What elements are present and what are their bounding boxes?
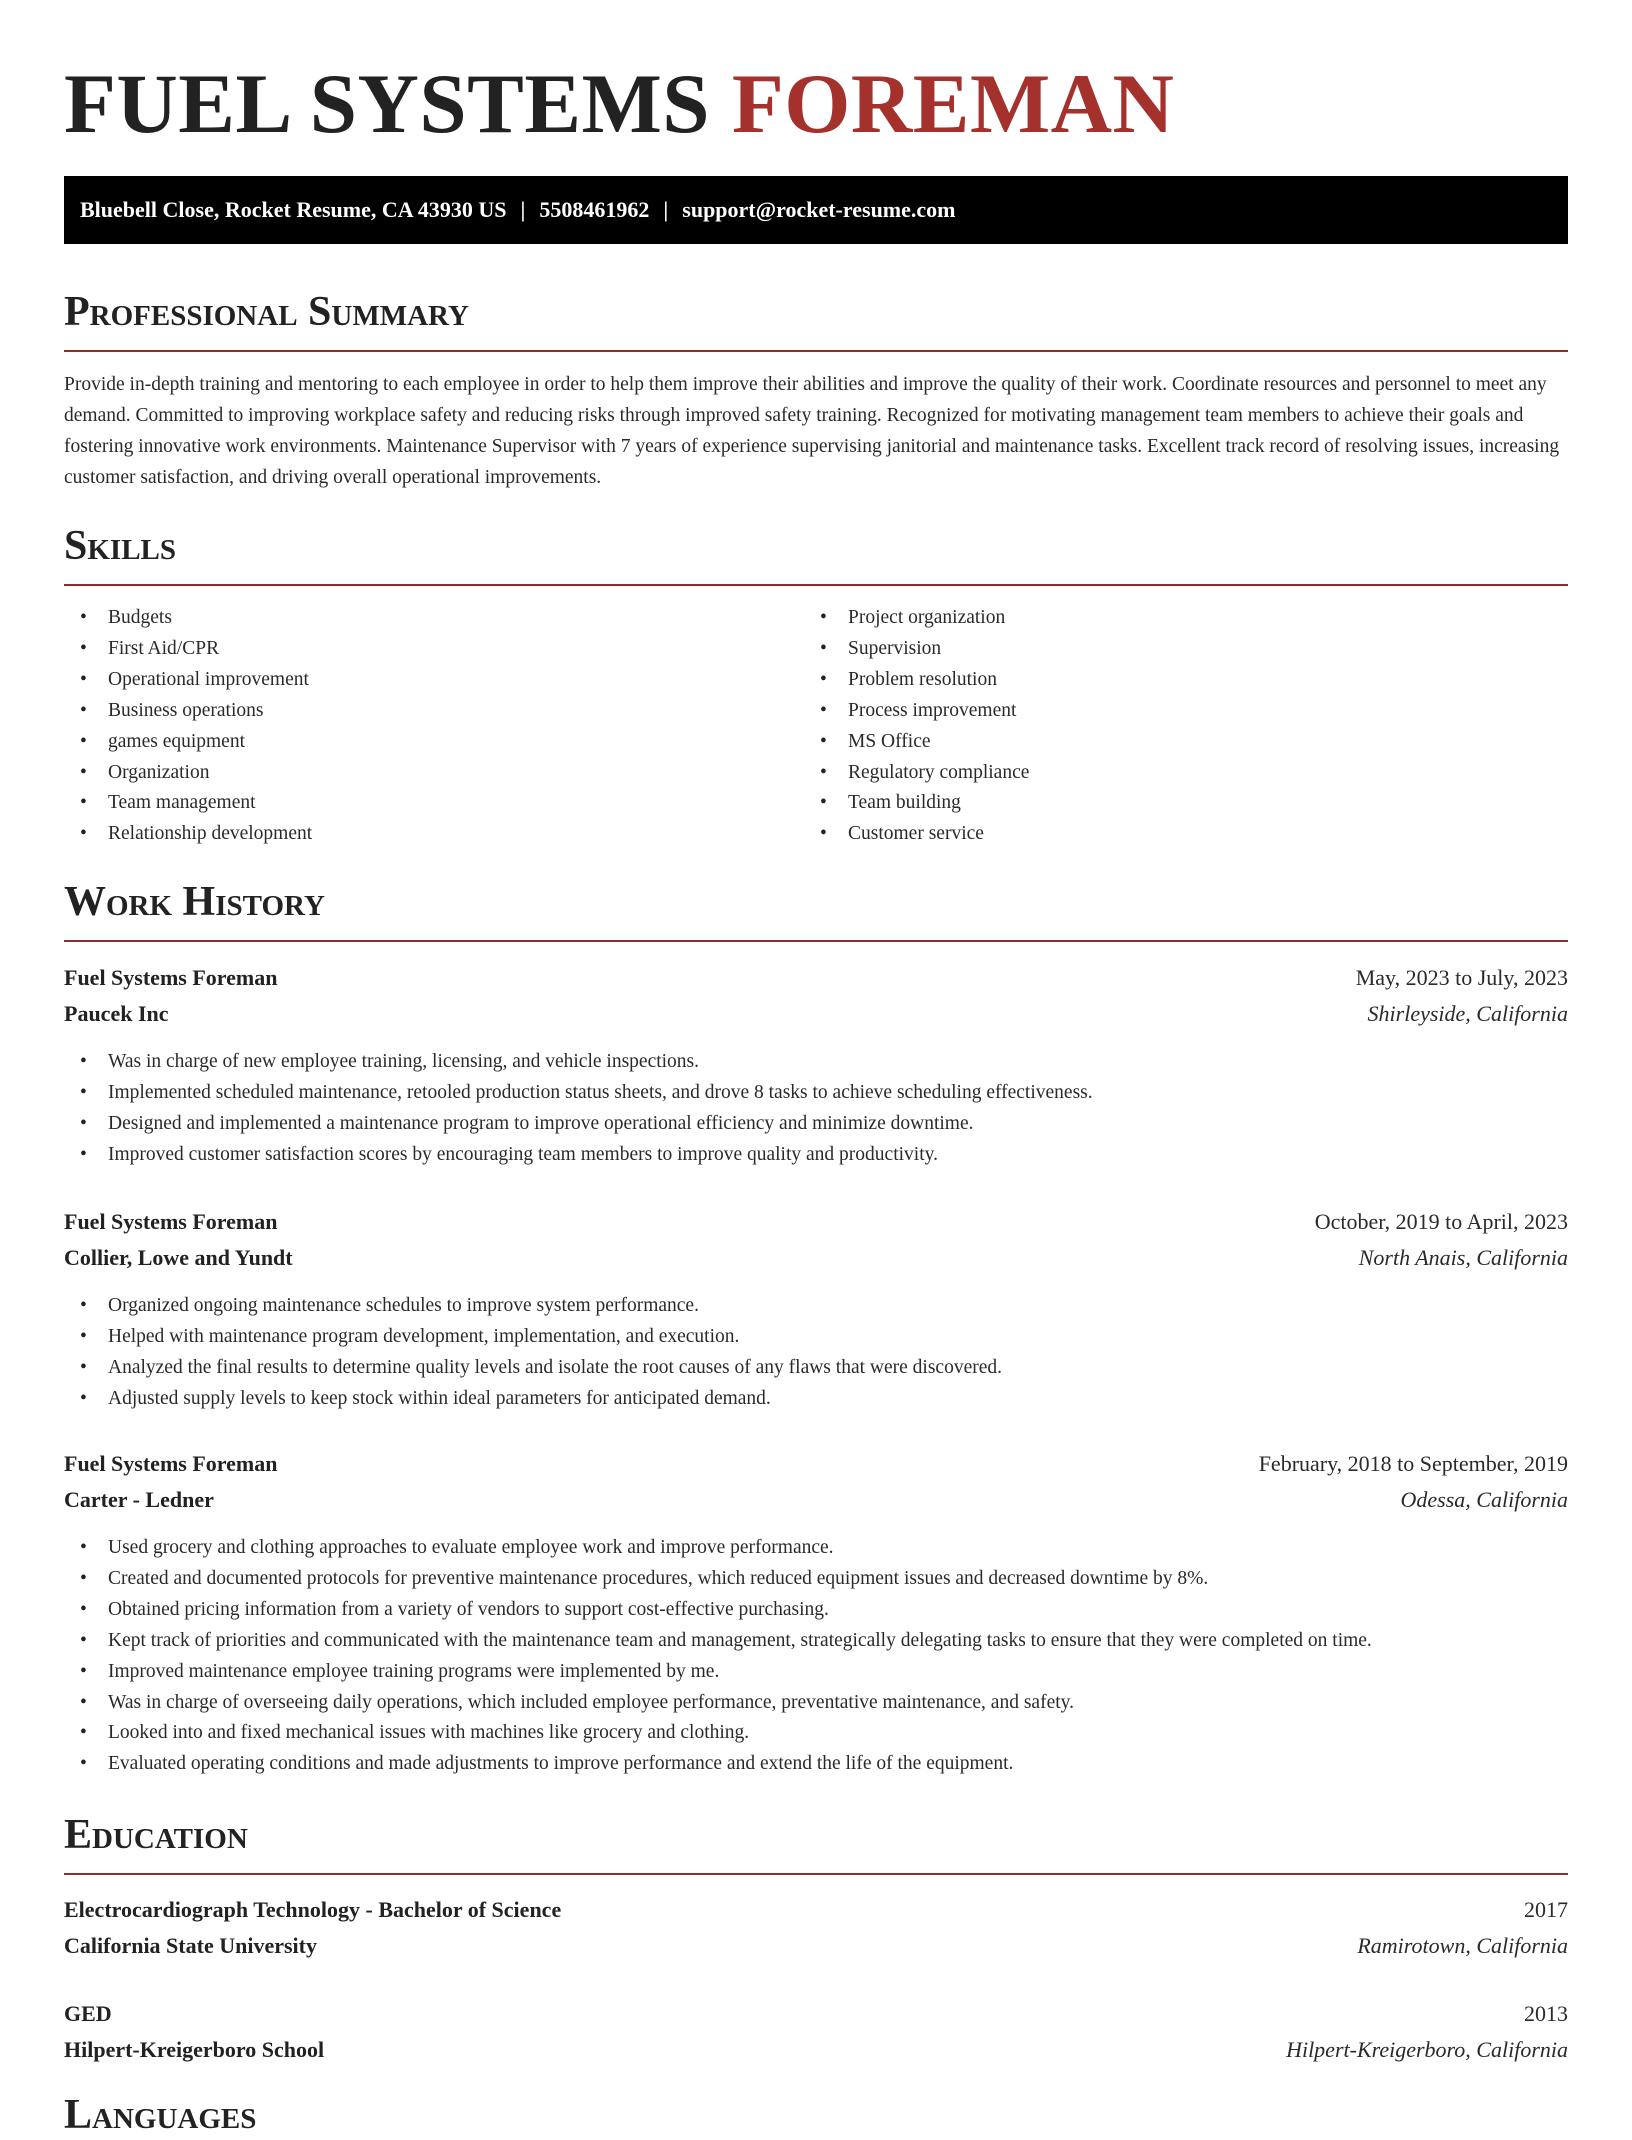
contact-address: Bluebell Close, Rocket Resume, CA 43930 US: [80, 197, 507, 222]
job-duty: • Created and documented protocols for preventive maintenance procedures, which reduced equipment issues and decreased downtime by 8%.: [64, 1564, 1568, 1595]
job-role: Fuel Systems Foreman: [64, 1451, 278, 1476]
contact-bar: [64, 176, 1568, 244]
job-title-row: [64, 1447, 1568, 1481]
job-duty: • Used grocery and clothing approaches to evaluate employee work and improve performance.: [64, 1533, 1568, 1564]
skills-list-left: [64, 603, 764, 850]
job-dates: February, 2018 to September, 2019: [1258, 1451, 1568, 1476]
edu-location: Hilpert-Kreigerboro, California: [1286, 2037, 1568, 2062]
job-dates: October, 2019 to April, 2023: [1314, 1209, 1568, 1234]
education-heading: Education: [64, 1812, 248, 1858]
summary-divider: [64, 350, 1568, 352]
skill-item: • Business operations: [64, 696, 764, 727]
work-heading: Work History: [64, 879, 325, 925]
job-duties-list: [64, 1533, 1568, 1780]
skill-item: • Problem resolution: [804, 665, 1504, 696]
job-company: Collier, Lowe and Yundt: [64, 1245, 293, 1270]
summary-heading: Professional Summary: [64, 289, 469, 335]
skill-item: • First Aid/CPR: [64, 634, 764, 665]
job-title-row: [64, 961, 1568, 995]
skill-item: • Relationship development: [64, 819, 764, 850]
job-location: Shirleyside, California: [1367, 1001, 1568, 1026]
resume-name: [64, 0, 1568, 154]
job-role: Fuel Systems Foreman: [64, 965, 278, 990]
skills-heading: Skills: [64, 523, 177, 569]
job-duty: • Evaluated operating conditions and made adjustments to improve performance and extend the life of the equipment.: [64, 1749, 1568, 1780]
job-duty: • Adjusted supply levels to keep stock within ideal parameters for anticipated demand.: [64, 1384, 1568, 1415]
summary-text: Provide in-depth training and mentoring to each employee in order to help them improve their abilities and improve the quality of their work. Coordinate resources and personnel to meet any demand. Committed to improving workplace safety and reducing risks through improved safety training. Recognized for motivating management team members to achieve their goals and fostering innovative work environments. Maintenance Supervisor with 7 years of experience supervising janitorial and maintenance tasks. Excellent track record of resolving issues, increasing customer satisfaction, and driving overall operational improvements.: [64, 374, 1560, 488]
job-company-row: [64, 1241, 1568, 1275]
edu-school-row: [64, 2033, 1568, 2067]
job-duty: • Kept track of priorities and communicated with the maintenance team and management, strategically delegating tasks to ensure that they were completed on time.: [64, 1626, 1568, 1657]
skill-item: • Customer service: [804, 819, 1504, 850]
job-role: Fuel Systems Foreman: [64, 1209, 278, 1234]
edu-school: Hilpert-Kreigerboro School: [64, 2037, 325, 2062]
edu-degree: GED: [64, 2001, 112, 2026]
skill-item: • Regulatory compliance: [804, 758, 1504, 789]
job-duty: • Designed and implemented a maintenance program to improve operational efficiency and minimize downtime.: [64, 1109, 1568, 1140]
contact-email: support@rocket-resume.com: [682, 197, 956, 222]
skill-item: • Organization: [64, 758, 764, 789]
job-duty: • Obtained pricing information from a variety of vendors to support cost-effective purchasing.: [64, 1595, 1568, 1626]
edu-degree-row: [64, 1997, 1568, 2031]
job-duty: • Was in charge of new employee training, licensing, and vehicle inspections.: [64, 1047, 1568, 1078]
skill-item: • Operational improvement: [64, 665, 764, 696]
skill-item: • Project organization: [804, 603, 1504, 634]
edu-degree-row: [64, 1893, 1568, 1927]
skills-list-right: [804, 603, 1504, 850]
job-duty: • Improved maintenance employee training programs were implemented by me.: [64, 1657, 1568, 1688]
job-duty: • Improved customer satisfaction scores by encouraging team members to improve quality and productivity.: [64, 1140, 1568, 1171]
edu-year: 2017: [1524, 1897, 1568, 1922]
skills-divider: [64, 584, 1568, 586]
job-duty: • Helped with maintenance program development, implementation, and execution.: [64, 1322, 1568, 1353]
skill-item: • Process improvement: [804, 696, 1504, 727]
resume-page: [64, 0, 1568, 2138]
work-divider: [64, 940, 1568, 942]
edu-location: Ramirotown, California: [1357, 1933, 1568, 1958]
contact-separator: |: [520, 197, 526, 222]
education-divider: [64, 1873, 1568, 1875]
job-dates: May, 2023 to July, 2023: [1355, 965, 1568, 990]
job-company: Paucek Inc: [64, 1001, 169, 1026]
contact-phone: 5508461962: [539, 197, 650, 222]
job-duty: • Looked into and fixed mechanical issues with machines like grocery and clothing.: [64, 1718, 1568, 1749]
name-part1: FUEL SYSTEMS: [64, 57, 711, 151]
job-company-row: [64, 1483, 1568, 1517]
job-duties-list: [64, 1047, 1568, 1171]
contact-separator: |: [663, 197, 669, 222]
skill-item: • Team building: [804, 788, 1504, 819]
edu-year: 2013: [1524, 2001, 1568, 2026]
job-duty: • Analyzed the final results to determine quality levels and isolate the root causes of any flaws that were discovered.: [64, 1353, 1568, 1384]
edu-school-row: [64, 1929, 1568, 1963]
job-title-row: [64, 1205, 1568, 1239]
edu-degree: Electrocardiograph Technology - Bachelor of Science: [64, 1897, 562, 1922]
job-company-row: [64, 997, 1568, 1031]
edu-school: California State University: [64, 1933, 317, 1958]
skill-item: • MS Office: [804, 727, 1504, 758]
job-duty: • Implemented scheduled maintenance, retooled production status sheets, and drove 8 tasks to achieve scheduling effectiveness.: [64, 1078, 1568, 1109]
skill-item: • Team management: [64, 788, 764, 819]
languages-heading: Languages: [64, 2092, 257, 2138]
name-part2: FOREMAN: [731, 57, 1175, 151]
job-company: Carter - Ledner: [64, 1487, 214, 1512]
job-location: Odessa, California: [1400, 1487, 1568, 1512]
job-location: North Anais, California: [1358, 1245, 1568, 1270]
skill-item: • Supervision: [804, 634, 1504, 665]
skill-item: • Budgets: [64, 603, 764, 634]
job-duty: • Was in charge of overseeing daily operations, which included employee performance, preventative maintenance, and safety.: [64, 1688, 1568, 1719]
job-duties-list: [64, 1291, 1568, 1415]
skill-item: • games equipment: [64, 727, 764, 758]
job-duty: • Organized ongoing maintenance schedules to improve system performance.: [64, 1291, 1568, 1322]
